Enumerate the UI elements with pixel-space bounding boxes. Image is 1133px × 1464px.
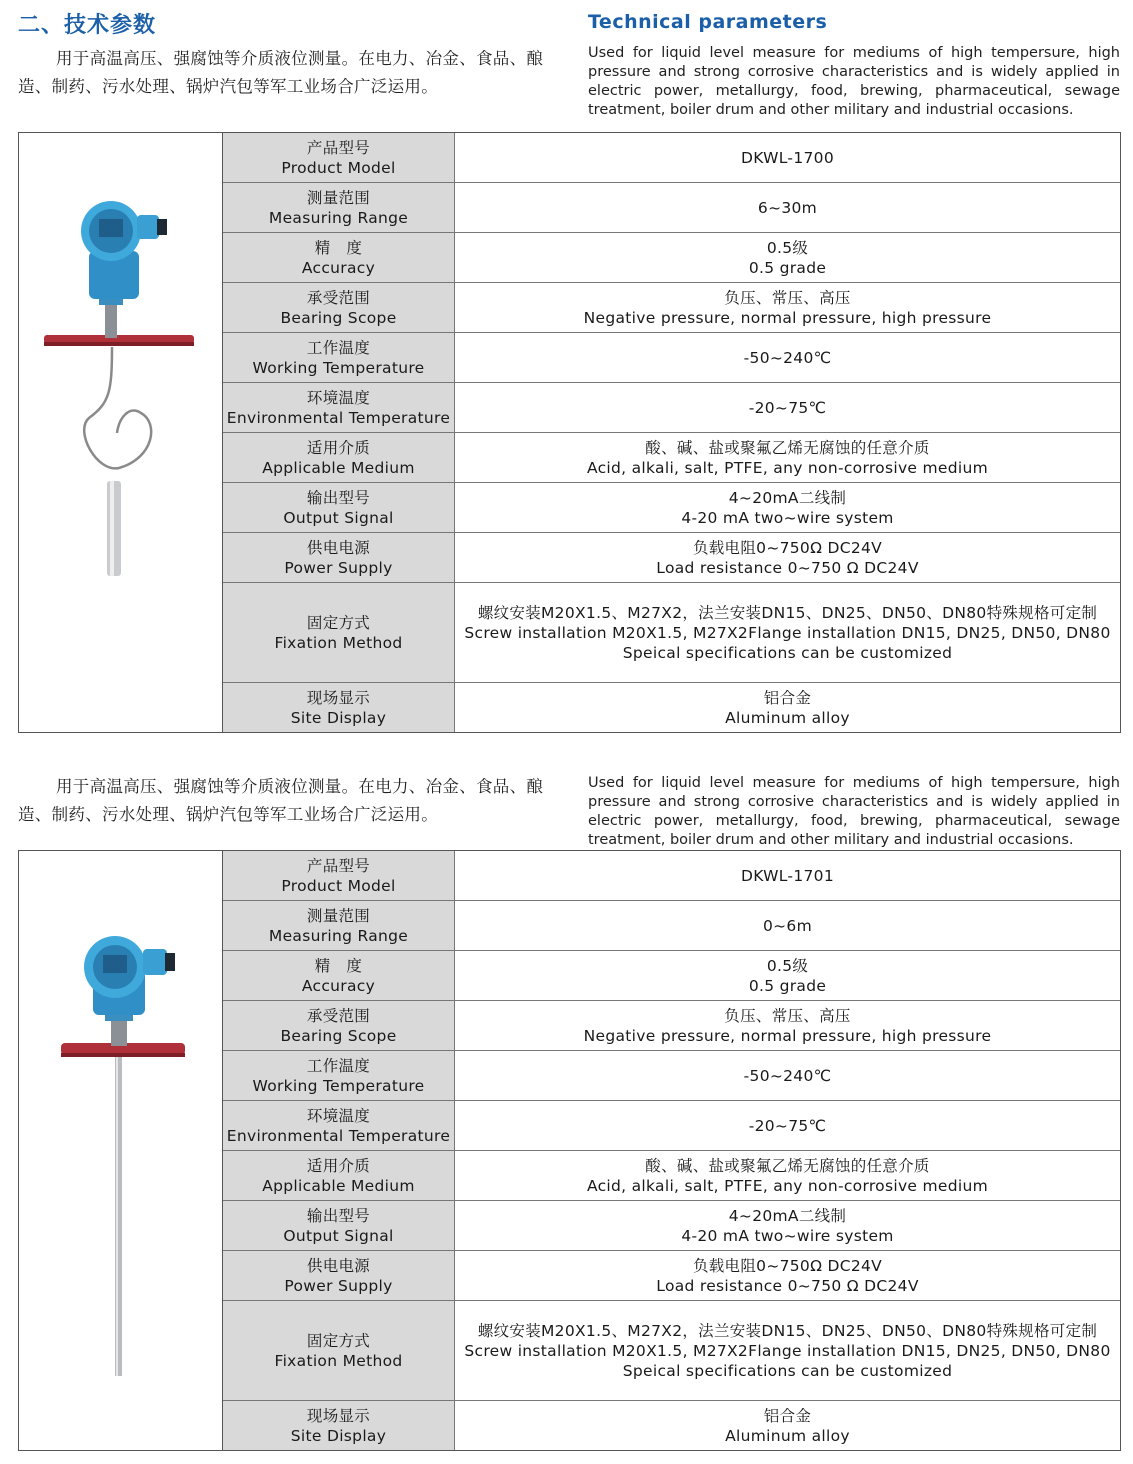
spec-row xyxy=(223,1051,1120,1101)
spec-row xyxy=(223,901,1120,951)
spec-row xyxy=(223,383,1120,433)
spec-row xyxy=(223,1001,1120,1051)
section-heading-en: Technical parameters xyxy=(588,11,828,33)
level-transmitter-cable-probe-icon xyxy=(19,133,222,733)
spec-label: 产品型号 Product Model xyxy=(223,133,455,182)
spec-value: DKWL-1701 xyxy=(741,866,834,885)
spec-row xyxy=(223,1201,1120,1251)
intro-text-en: Used for liquid level measure for mediums of high tempersure, high pressure and strong corrosive characteristics and is widely applied in electric power, metallurgy, food, brewing, pharmaceutical, sewage treatment, boiler drum and other military and industrial occasions. xyxy=(588,45,1120,118)
spec-row xyxy=(223,133,1120,183)
spec-value: 铝合金 Aluminum alloy xyxy=(725,1406,850,1445)
spec-value: 螺纹安装M20X1.5、M27X2，法兰安装DN15、DN25、DN50、DN80特殊规格可定制 Screw installation M20X1.5, M27X2Flange installation DN15, DN25, DN50, DN80 Speical specifications can be customized xyxy=(464,603,1111,662)
spec-value: -50~240℃ xyxy=(743,348,832,367)
spec-value: 负压、常压、高压 Negative pressure, normal pressure, high pressure xyxy=(583,1006,992,1045)
spec-label: 产品型号 Product Model xyxy=(223,851,455,900)
spec-row xyxy=(223,1401,1120,1450)
spec-row xyxy=(223,533,1120,583)
spec-label: 测量范围 Measuring Range xyxy=(223,901,455,950)
spec-value: 0.5级 0.5 grade xyxy=(748,956,827,995)
spec-value: 螺纹安装M20X1.5、M27X2，法兰安装DN15、DN25、DN50、DN80特殊规格可定制 Screw installation M20X1.5, M27X2Flange installation DN15, DN25, DN50, DN80 Speical specifications can be customized xyxy=(464,1321,1111,1380)
spec-row xyxy=(223,1151,1120,1201)
intro-text-en: Used for liquid level measure for mediums of high tempersure, high pressure and strong corrosive characteristics and is widely applied in electric power, metallurgy, food, brewing, pharmaceutical, sewage treatment, boiler drum and other military and industrial occasions. xyxy=(588,775,1120,848)
intro-text-cn: 用于高温高压、强腐蚀等介质液位测量。在电力、冶金、食品、酿造、制药、污水处理、锅炉汽包等军工业场合广泛运用。 xyxy=(18,777,544,824)
spec-value: 酸、碱、盐或聚氟乙烯无腐蚀的任意介质 Acid, alkali, salt, PTFE, any non-corrosive medium xyxy=(586,1156,988,1195)
spec-value: 0.5级 0.5 grade xyxy=(748,238,827,277)
spec-label: 供电电源 Power Supply xyxy=(223,533,455,582)
spec-label: 工作温度 Working Temperature xyxy=(223,333,455,382)
spec-label: 测量范围 Measuring Range xyxy=(223,183,455,232)
spec-row xyxy=(223,851,1120,901)
spec-value: 负压、常压、高压 Negative pressure, normal pressure, high pressure xyxy=(583,288,992,327)
spec-row xyxy=(223,683,1120,732)
spec-value: 0~6m xyxy=(762,916,812,935)
spec-row xyxy=(223,433,1120,483)
spec-label: 输出型号 Output Signal xyxy=(223,1201,455,1250)
spec-value: 酸、碱、盐或聚氟乙烯无腐蚀的任意介质 Acid, alkali, salt, PTFE, any non-corrosive medium xyxy=(586,438,988,477)
product-photo-cell xyxy=(19,133,223,732)
spec-value: -20~75℃ xyxy=(748,1116,827,1135)
spec-block-1 xyxy=(18,132,1121,733)
spec-row xyxy=(223,233,1120,283)
spec-label: 适用介质 Applicable Medium xyxy=(223,1151,455,1200)
spec-label: 精 度 Accuracy xyxy=(223,233,455,282)
spec-table-2 xyxy=(223,851,1120,1450)
product-photo-cell xyxy=(19,851,223,1450)
spec-block-2 xyxy=(18,850,1121,1451)
spec-label: 承受范围 Bearing Scope xyxy=(223,1001,455,1050)
spec-label: 固定方式 Fixation Method xyxy=(223,1301,455,1400)
spec-value: DKWL-1700 xyxy=(741,148,834,167)
spec-label: 环境温度 Environmental Temperature xyxy=(223,383,455,432)
spec-row xyxy=(223,1301,1120,1401)
spec-value: 4~20mA二线制 4-20 mA two~wire system xyxy=(681,1206,894,1245)
intro-text-cn: 用于高温高压、强腐蚀等介质液位测量。在电力、冶金、食品、酿造、制药、污水处理、锅炉汽包等军工业场合广泛运用。 xyxy=(18,49,544,96)
spec-value: -20~75℃ xyxy=(748,398,827,417)
spec-row xyxy=(223,483,1120,533)
spec-value: 6~30m xyxy=(757,198,818,217)
spec-table-1 xyxy=(223,133,1120,732)
spec-label: 固定方式 Fixation Method xyxy=(223,583,455,682)
spec-value: 铝合金 Aluminum alloy xyxy=(725,688,850,727)
spec-label: 工作温度 Working Temperature xyxy=(223,1051,455,1100)
spec-row xyxy=(223,1251,1120,1301)
spec-value: -50~240℃ xyxy=(743,1066,832,1085)
spec-label: 承受范围 Bearing Scope xyxy=(223,283,455,332)
level-transmitter-rod-probe-icon xyxy=(19,851,222,1451)
spec-label: 输出型号 Output Signal xyxy=(223,483,455,532)
spec-value: 负载电阻0~750Ω DC24V Load resistance 0~750 Ω DC24V xyxy=(656,1256,919,1295)
spec-label: 精 度 Accuracy xyxy=(223,951,455,1000)
spec-label: 供电电源 Power Supply xyxy=(223,1251,455,1300)
spec-label: 环境温度 Environmental Temperature xyxy=(223,1101,455,1150)
section-heading-cn: 二、技术参数 xyxy=(18,13,157,38)
spec-value: 负载电阻0~750Ω DC24V Load resistance 0~750 Ω DC24V xyxy=(656,538,919,577)
spec-row xyxy=(223,951,1120,1001)
spec-value: 4~20mA二线制 4-20 mA two~wire system xyxy=(681,488,894,527)
spec-label: 现场显示 Site Display xyxy=(223,1401,455,1450)
spec-row xyxy=(223,333,1120,383)
spec-label: 适用介质 Applicable Medium xyxy=(223,433,455,482)
spec-label: 现场显示 Site Display xyxy=(223,683,455,732)
spec-row xyxy=(223,583,1120,683)
spec-row xyxy=(223,183,1120,233)
spec-row xyxy=(223,1101,1120,1151)
spec-row xyxy=(223,283,1120,333)
